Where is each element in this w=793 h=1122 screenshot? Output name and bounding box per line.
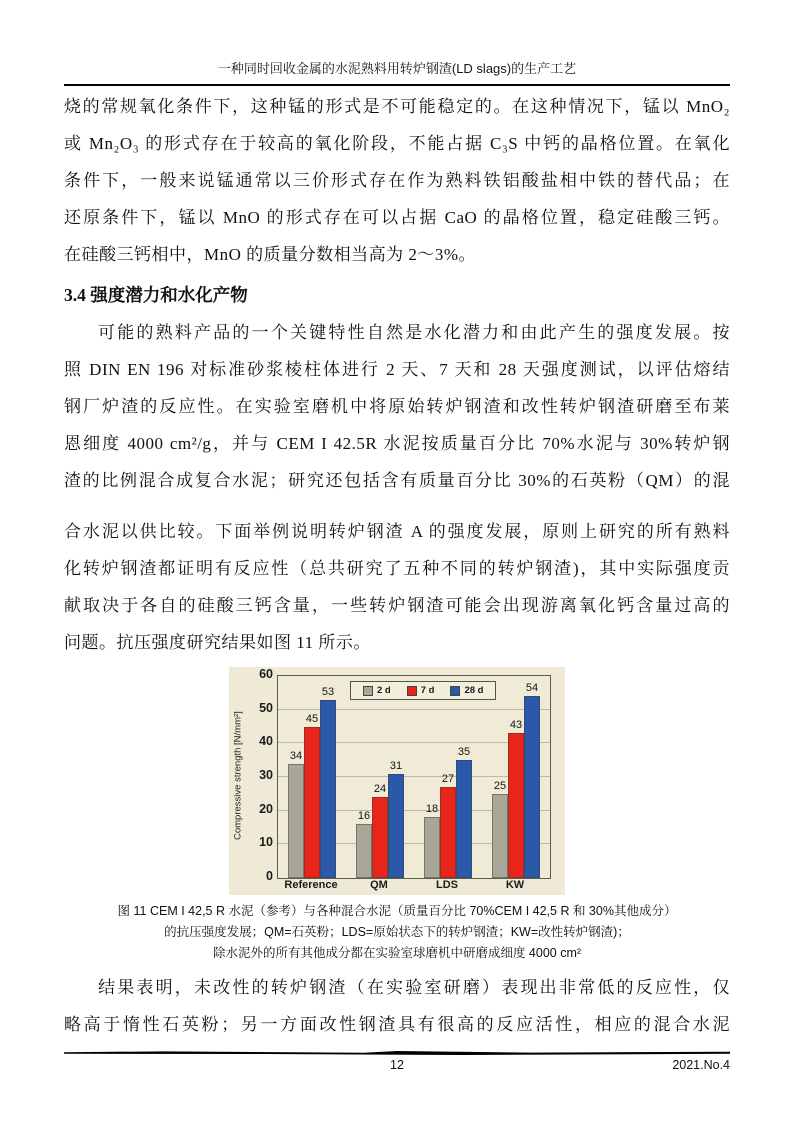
bar-value-label: 45 (305, 712, 319, 725)
bar (288, 764, 304, 878)
bar (388, 774, 404, 878)
text-line: 问题。抗压强度研究结果如图 11 所示。 (64, 633, 371, 652)
text-line: 可能的熟料产品的一个关键特性自然是水化潜力和由此产生的强度发展。按 (98, 323, 730, 342)
bar-value-label: 18 (425, 803, 439, 816)
x-tick-label: LDS (436, 879, 458, 891)
y-tick-label: 40 (259, 734, 273, 749)
plot-area (277, 675, 551, 879)
legend-item (407, 685, 435, 696)
bar-value-label: 24 (373, 783, 387, 796)
x-axis-ticks (277, 879, 549, 893)
bar (456, 760, 472, 878)
issue-label: 2021.No.4 (672, 1058, 730, 1072)
legend-item (363, 685, 391, 696)
legend-label: 28 d (464, 685, 484, 696)
legend-swatch (450, 686, 460, 696)
legend-label: 7 d (420, 685, 435, 696)
text-line: 合水泥以供比较。下面举例说明转炉钢渣 A 的强度发展，原则上研究的所有熟料 (64, 522, 730, 541)
text-line: 条件下，一般来说锰通常以三价形式存在作为熟料铁铝酸盐相中铁的替代品；在 (64, 171, 730, 190)
bar-value-label: 25 (493, 779, 507, 792)
bar-value-label: 53 (321, 685, 335, 698)
y-axis-title: Compressive strength [N/mm²] (232, 711, 244, 841)
text-line: 在硅酸三钙相中，MnO 的质量分数相当高为 2～3%。 (64, 245, 477, 264)
y-tick-label: 60 (259, 667, 273, 681)
gridline (278, 709, 550, 710)
bar (524, 696, 540, 878)
text-line: 渣的比例混合成复合水泥；研究还包括含有质量百分比 30%的石英粉（QM）的混 (64, 471, 730, 490)
y-tick-label: 20 (259, 801, 273, 816)
bar-chart (229, 667, 565, 895)
text-line: 献取决于各自的硅酸三钙含量，一些转炉钢渣可能会出现游离氧化钙含量过高的 (64, 596, 730, 615)
bar-value-label: 16 (357, 810, 371, 823)
page-content (64, 88, 730, 1043)
header-title: 一种同时回收金属的水泥熟料用转炉钢渣(LD slags)的生产工艺 (64, 58, 730, 86)
section-heading: 3.4 强度潜力和水化产物 (64, 285, 248, 305)
y-tick-label: 0 (266, 869, 273, 883)
bar-value-label: 43 (509, 719, 523, 732)
text-line: 照 DIN EN 196 对标准砂浆棱柱体进行 2 天、7 天和 28 天强度测试，以评估熔结 (64, 360, 730, 379)
page-number: 12 (390, 1058, 404, 1072)
figure-caption-line: 除水泥外的所有其他成分都在实验室球磨机中研磨成细度 4000 cm² (212, 946, 582, 960)
text-line: 略高于惰性石英粉；另一方面改性钢渣具有很高的反应活性，相应的混合水泥 (64, 1015, 730, 1034)
text-line: 烧的常规氧化条件下，这种锰的形式是不可能稳定的。在这种情况下，锰以 MnO₂ (64, 97, 730, 116)
y-tick-label: 10 (259, 835, 273, 850)
figure-caption-line: 图 11 CEM I 42,5 R 水泥（参考）与各种混合水泥（质量百分比 70%CEM I 42,5 R 和 30%其他成分） (117, 904, 677, 918)
text-line: 或 Mn₂O₃ 的形式存在于较高的氧化阶段，不能占据 C₃S 中钙的晶格位置。在氧化 (64, 134, 730, 153)
legend-swatch (363, 686, 373, 696)
y-tick-label: 30 (259, 768, 273, 782)
text-line: 恩细度 4000 cm²/g，并与 CEM I 42.5R 水泥按质量百分比 70%水泥与 30%转炉钢 (64, 434, 730, 453)
bar (304, 727, 320, 879)
figure-11 (229, 667, 565, 895)
legend-swatch (407, 686, 417, 696)
bar (320, 700, 336, 878)
bar (424, 817, 440, 878)
x-tick-label: KW (505, 879, 525, 891)
figure-caption-line: 的抗压强度发展；QM=石英粉；LDS=原始状态下的转炉钢渣；KW=改性转炉钢渣)； (164, 925, 630, 939)
bar (508, 733, 524, 878)
bar (356, 824, 372, 878)
bar (492, 794, 508, 878)
bar-value-label: 54 (525, 682, 539, 695)
text-line: 钢厂炉渣的反应性。在实验室磨机中将原始转炉钢渣和改性转炉钢渣研磨至布莱 (64, 397, 730, 416)
bar (440, 787, 456, 878)
bar-value-label: 31 (389, 759, 403, 772)
bar-value-label: 35 (457, 746, 471, 759)
text-line: 结果表明，未改性的转炉钢渣（在实验室研磨）表现出非常低的反应性，仅 (98, 978, 730, 997)
footer-rule (64, 1051, 730, 1055)
legend-label: 2 d (377, 685, 391, 696)
chart-legend (350, 681, 496, 700)
bar-value-label: 34 (289, 749, 303, 762)
y-tick-label: 50 (259, 700, 273, 715)
figure-caption (64, 901, 730, 964)
bar (372, 797, 388, 878)
x-tick-label: QM (370, 879, 388, 891)
x-tick-label: Reference (284, 879, 338, 891)
y-axis-ticks (245, 667, 273, 895)
text-line: 化转炉钢渣都证明有反应性（总共研究了五种不同的转炉钢渣)，其中实际强度贡 (64, 559, 730, 578)
text-line: 还原条件下，锰以 MnO 的形式存在可以占据 CaO 的晶格位置，稳定硅酸三钙。 (64, 208, 730, 227)
legend-item (450, 685, 483, 696)
bar-value-label: 27 (441, 773, 455, 786)
